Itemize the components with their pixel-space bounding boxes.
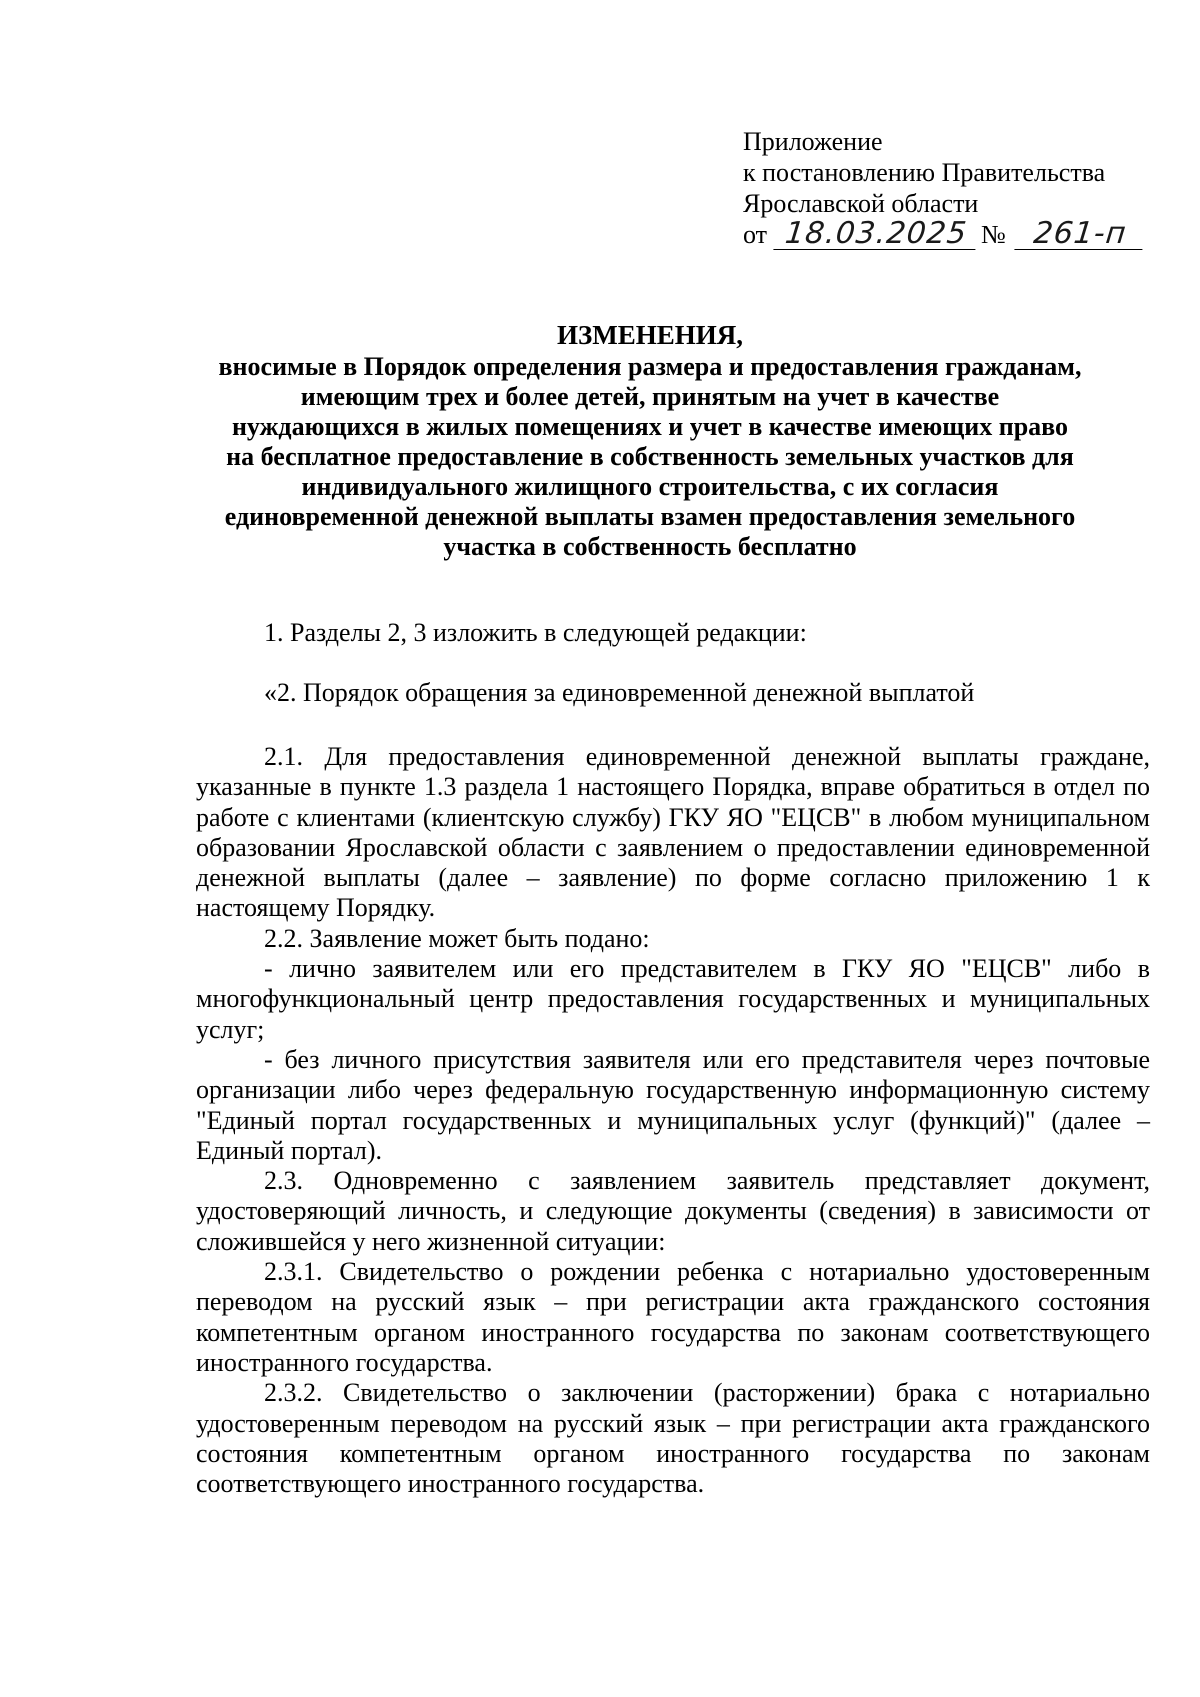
title-line: нуждающихся в жилых помещениях и учет в качестве имеющих право <box>231 412 1069 441</box>
title-line: индивидуального жилищного строительства, с их согласия <box>301 472 999 501</box>
appendix-region-line: Ярославской области <box>743 189 979 218</box>
paragraph-2-3-2: 2.3.2. Свидетельство о заключении (расторжении) брака с нотариально удостоверенным переводом на русский язык – при регистрации акта гражданского состояния компетентным органом иностранного государства по законам соответствующего иностранного государства. <box>196 1378 1150 1499</box>
paragraph-2-3-1: 2.3.1. Свидетельство о рождении ребенка с нотариально удостоверенным переводом на русский язык – при регистрации акта гражданского состояния компетентным органом иностранного государства по законам соответствующего иностранного государства. <box>196 1257 1150 1377</box>
item-1 <box>196 618 1150 648</box>
section-2-heading-block <box>196 678 1150 708</box>
paragraph-2-2-a: - лично заявителем или его представителем в ГКУ ЯО "ЕЦСВ" либо в многофункциональный центр предоставления государственных и муниципальных услуг; <box>196 954 1150 1044</box>
appendix-reference-line <box>743 216 1144 251</box>
from-label: от <box>743 220 768 249</box>
appendix-decree-line: к постановлению Правительства <box>743 158 1106 187</box>
section-2-heading: «2. Порядок обращения за единовременной денежной выплатой <box>264 678 975 707</box>
title-line: на бесплатное предоставление в собственность земельных участков для <box>226 442 1074 471</box>
title-subtitle <box>150 352 1150 562</box>
paragraph-2-3: 2.3. Одновременно с заявлением заявитель представляет документ, удостоверяющий личность, и следующие документы (сведения) в зависимости от сложившейся у него жизненной ситуации: <box>196 1166 1150 1256</box>
paragraph-2-2-b: - без личного присутствия заявителя или его представителя через почтовые организации либо через федеральную государственную информационную систему "Единый портал государственных и муниципальных услуг (функций)" (далее – Единый портал). <box>196 1044 1150 1165</box>
title-line: вносимые в Порядок определения размера и предоставления гражданам, <box>218 352 1082 381</box>
title-heading: ИЗМЕНЕНИЯ, <box>556 320 743 350</box>
number-sign: № <box>981 220 1006 249</box>
document-title <box>150 320 1150 562</box>
handwritten-date: 18.03.2025 <box>773 219 978 250</box>
title-line: единовременной денежной выплаты взамен предоставления земельного <box>224 502 1076 531</box>
appendix-block <box>743 126 1144 250</box>
paragraph-2-2: 2.2. Заявление может быть подано: <box>264 923 650 953</box>
paragraph-2-1: 2.1. Для предоставления единовременной денежной выплаты граждане, указанные в пункте 1.3 раздела 1 настоящего Порядка, вправе обратиться в отдел по работе с клиентами (клиентскую службу) ГКУ ЯО "ЕЦСВ" в любом муниципальном образовании Ярославской области с заявлением о предоставлении единовременной денежной выплаты (далее – заявление) по форме согласно приложению 1 к настоящему Порядку. <box>196 742 1150 923</box>
appendix-label: Приложение <box>743 127 883 156</box>
title-line: участка в собственность бесплатно <box>443 532 857 561</box>
title-line: имеющим трех и более детей, принятым на учет в качестве <box>300 382 1000 411</box>
item-1-text: 1. Разделы 2, 3 изложить в следующей редакции: <box>264 618 807 647</box>
handwritten-number: 261-п <box>1014 219 1145 250</box>
section-2-body <box>196 742 1150 1499</box>
